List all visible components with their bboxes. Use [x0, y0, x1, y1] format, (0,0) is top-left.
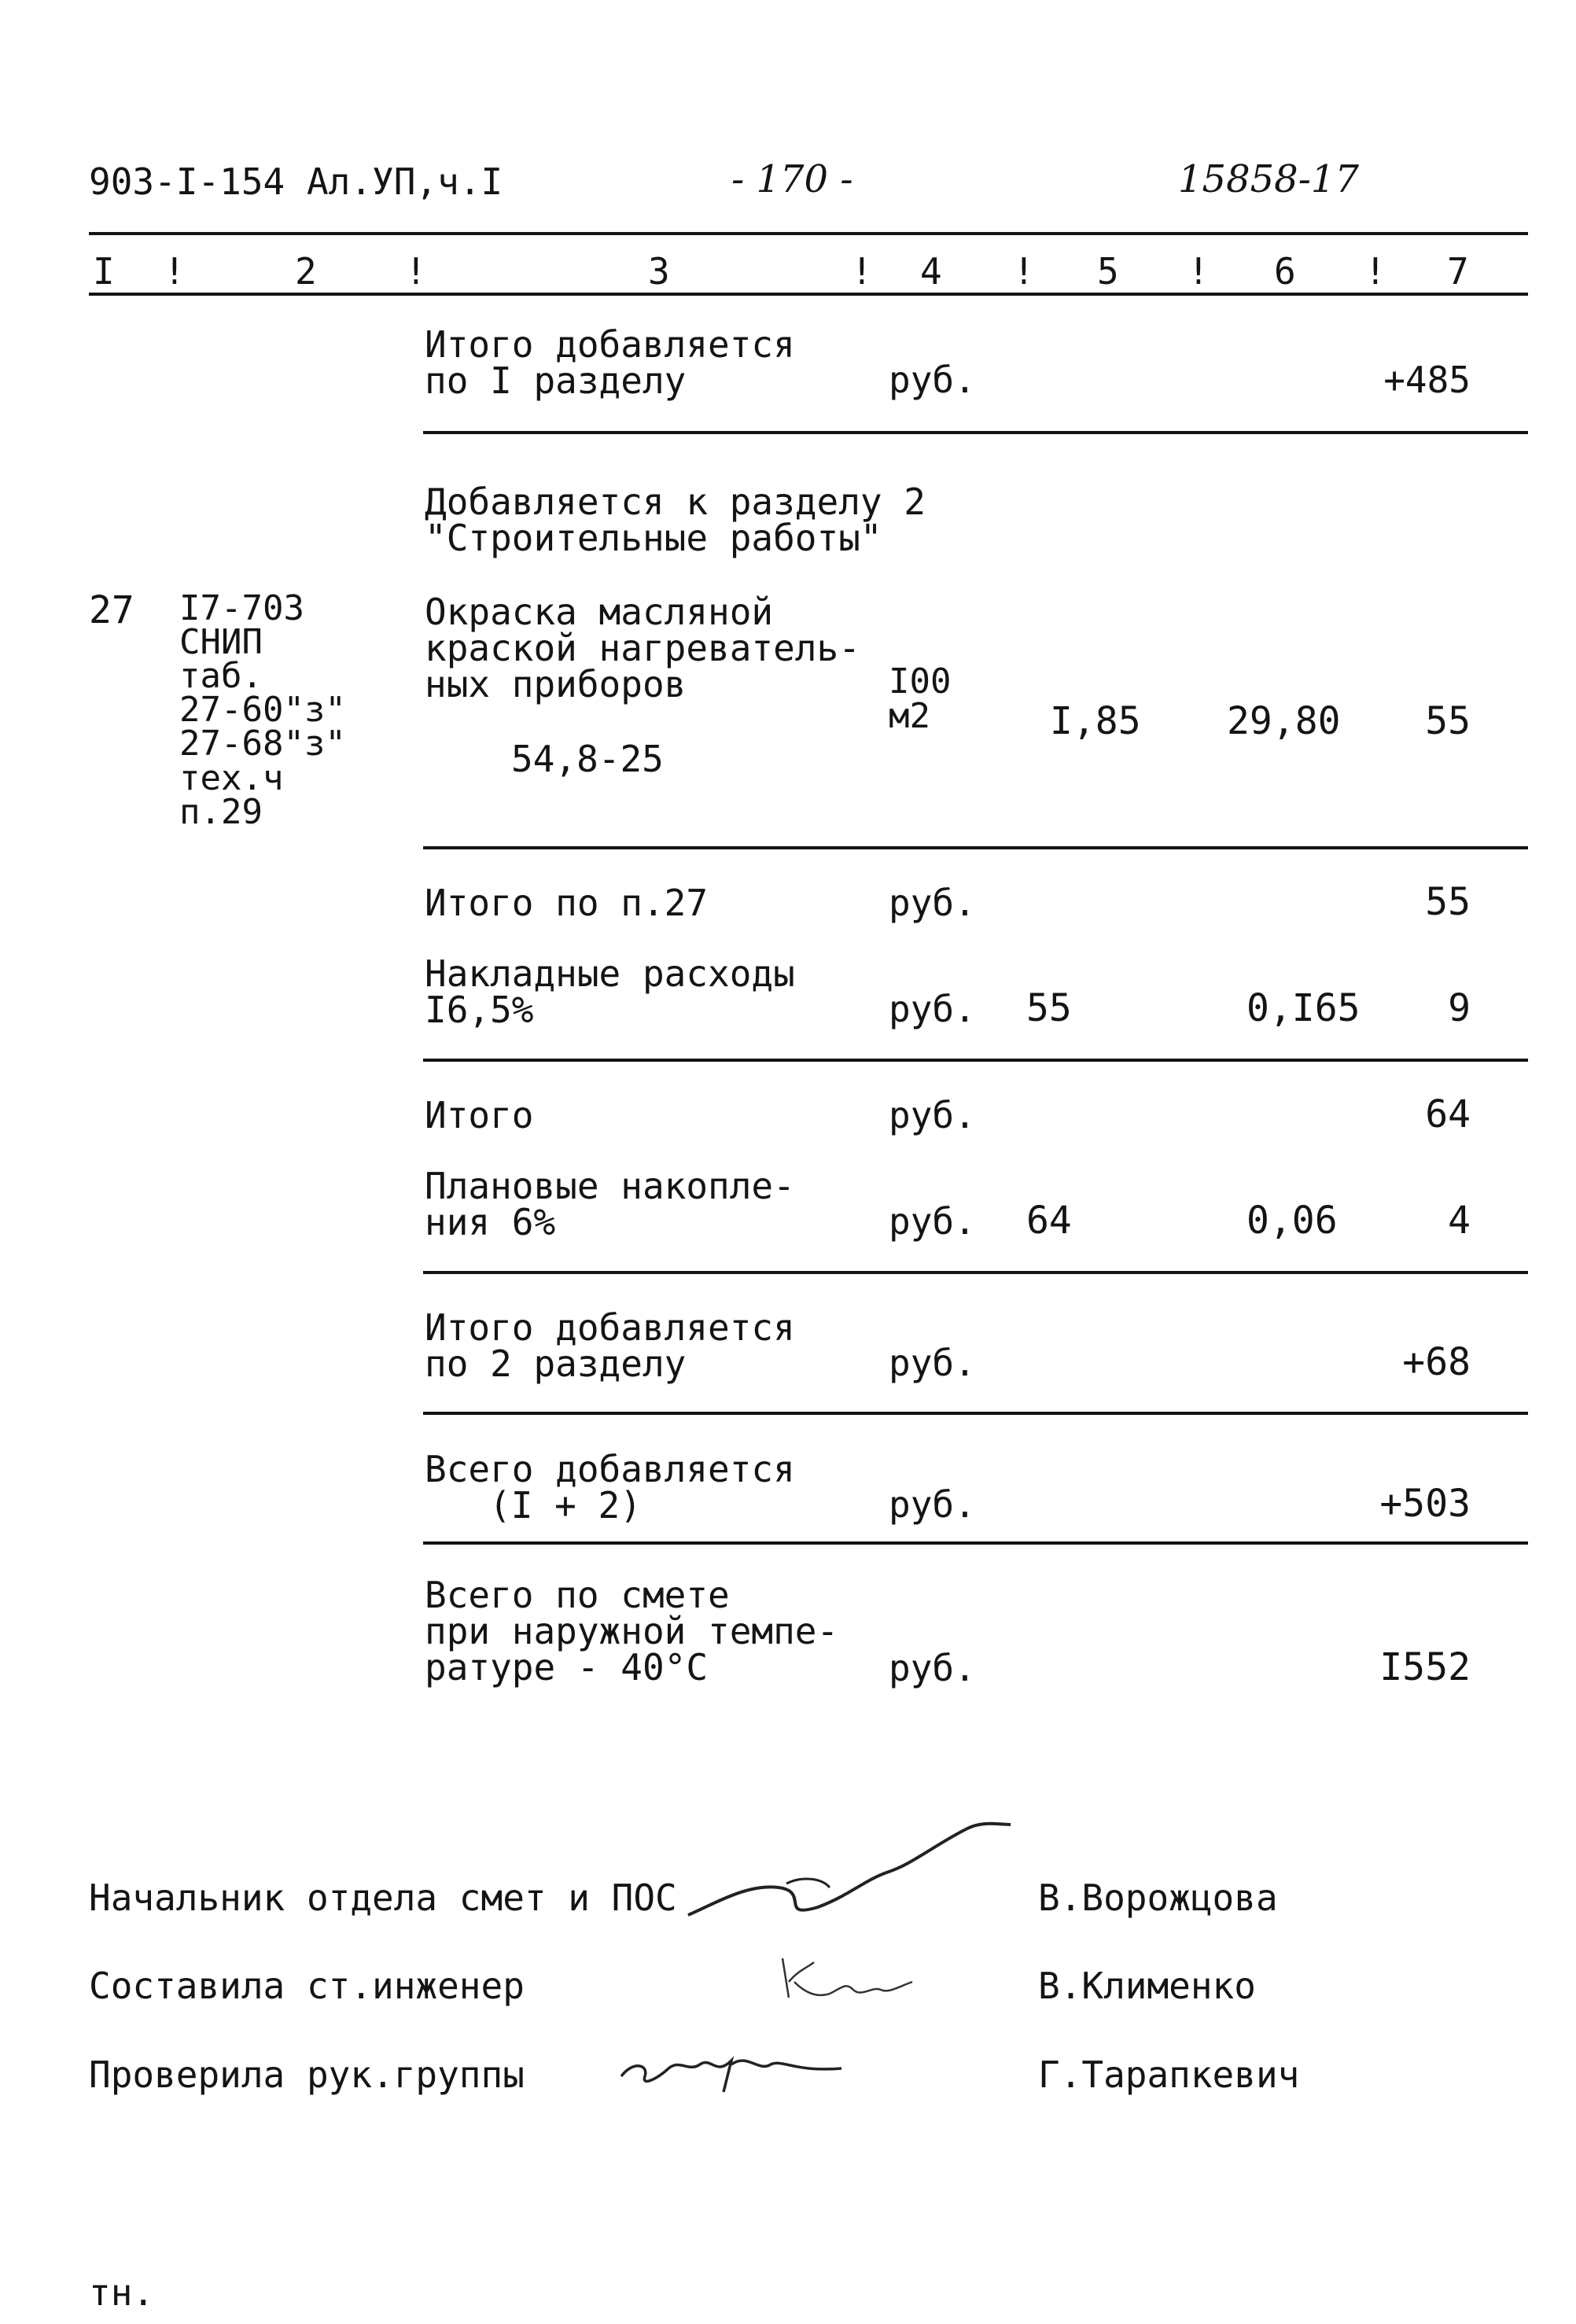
item-27-total: 55 — [1425, 699, 1471, 743]
item-27-price: 29,80 — [1227, 699, 1341, 743]
col-header-2: 2 — [295, 250, 317, 293]
signature-name-group-lead: Г.Тарапкевич — [1038, 2053, 1300, 2096]
unit-line2: м2 — [889, 696, 930, 736]
row-rule — [423, 1271, 1528, 1274]
row-rule — [423, 1412, 1528, 1415]
desc-line: Окраска масляной — [425, 591, 774, 633]
subtotal-label: Итого — [425, 1094, 534, 1136]
footer-mark: тн. — [89, 2271, 155, 2314]
col-separator: ! — [851, 250, 873, 293]
planned-rate: 0,06 — [1246, 1199, 1338, 1243]
item-27-unit — [889, 661, 952, 736]
overhead-line1: Накладные расходы — [425, 952, 795, 995]
sec1-total-line1: Итого добавляется — [425, 323, 795, 366]
overhead-line2: I6,5% — [425, 989, 534, 1031]
estimate-line2: при наружной темпе- — [425, 1610, 839, 1652]
col-header-6: 6 — [1274, 250, 1296, 293]
signature-role-head: Начальник отдела смет и ПОС — [89, 1877, 677, 1919]
row-rule — [423, 846, 1528, 849]
all-total-label — [425, 1448, 795, 1527]
subtotal-value: 64 — [1425, 1092, 1471, 1136]
basis-line: таб. — [179, 656, 263, 697]
estimate-line3: ратуре - 40°С — [425, 1646, 709, 1689]
page-number: - 170 - — [731, 157, 853, 201]
signature-name-head: В.Ворожцова — [1038, 1877, 1278, 1919]
overhead-rate: 0,I65 — [1246, 986, 1361, 1030]
signature-name-engineer: В.Клименко — [1038, 1965, 1256, 2007]
sec2-total-line1: Итого добавляется — [425, 1306, 795, 1349]
planned-label — [425, 1165, 795, 1243]
doc-code: 903-I-154 Ал.УП,ч.I — [89, 160, 503, 203]
row-rule — [423, 1059, 1528, 1062]
item-27-number: 27 — [89, 588, 134, 632]
subtotal-unit: руб. — [889, 1094, 976, 1136]
handwritten-signature-engineer — [775, 1950, 916, 2013]
row-rule — [423, 431, 1528, 434]
item-27-sum-unit: руб. — [889, 882, 976, 924]
col-header-1: I — [93, 250, 115, 293]
all-total-unit: руб. — [889, 1483, 976, 1526]
overhead-label — [425, 952, 795, 1031]
item-27-sum-label: Итого по п.27 — [425, 882, 709, 924]
all-total-value: +503 — [1379, 1482, 1471, 1526]
sec2-heading-line2: "Строительные работы" — [425, 517, 882, 559]
estimate-total-unit: руб. — [889, 1647, 976, 1689]
item-27-quantity: I,85 — [1050, 699, 1141, 743]
overhead-base: 55 — [1026, 986, 1072, 1030]
all-total-line1: Всего добавляется — [425, 1448, 795, 1490]
sec1-total-value: +485 — [1383, 359, 1471, 401]
basis-line: тех.ч — [179, 757, 284, 798]
col-separator: ! — [1188, 250, 1210, 293]
col-header-7: 7 — [1447, 250, 1469, 293]
handwritten-signature-group-lead — [613, 2029, 849, 2100]
col-header-5: 5 — [1097, 250, 1119, 293]
sec2-heading-line1: Добавляется к разделу 2 — [425, 481, 926, 523]
table-top-rule — [89, 232, 1528, 235]
planned-line1: Плановые накопле- — [425, 1165, 795, 1207]
col-header-3: 3 — [648, 250, 670, 293]
planned-line2: ния 6% — [425, 1201, 556, 1243]
col-header-4: 4 — [920, 250, 942, 293]
column-header-underline — [89, 293, 1528, 296]
signature-role-engineer: Составила ст.инженер — [89, 1965, 525, 2007]
basis-line: п.29 — [179, 791, 263, 832]
planned-unit: руб. — [889, 1200, 976, 1243]
sec1-total-unit: руб. — [889, 359, 976, 401]
overhead-unit: руб. — [889, 988, 976, 1030]
sec2-total-unit: руб. — [889, 1342, 976, 1384]
item-27-sum-value: 55 — [1425, 880, 1471, 924]
desc-line: краской нагреватель- — [425, 627, 860, 669]
basis-line: I7-703 — [179, 588, 304, 628]
planned-total: 4 — [1448, 1199, 1471, 1243]
basis-line: 27-68"з" — [179, 724, 346, 764]
signature-role-group-lead: Проверила рук.группы — [89, 2053, 525, 2096]
sec2-total-label — [425, 1306, 795, 1385]
item-27-description — [425, 591, 860, 705]
sec1-total-label — [425, 323, 795, 402]
estimate-total-label — [425, 1574, 839, 1689]
handwritten-signature-head — [684, 1809, 1014, 1927]
col-separator: ! — [405, 250, 427, 293]
item-27-formula: 54,8-25 — [511, 738, 664, 780]
row-rule — [423, 1541, 1528, 1545]
estimate-total-value: I552 — [1379, 1645, 1471, 1689]
col-separator: ! — [1364, 250, 1386, 293]
unit-line1: I00 — [889, 661, 952, 702]
sec1-total-line2: по I разделу — [425, 359, 687, 402]
sec2-total-value: +68 — [1402, 1340, 1471, 1384]
sec2-total-line2: по 2 разделу — [425, 1342, 687, 1385]
basis-line: СНИП — [179, 622, 263, 663]
reference-number: 15858-17 — [1178, 157, 1359, 201]
desc-line: ных приборов — [425, 663, 687, 705]
basis-line: 27-60"з" — [179, 690, 346, 731]
col-separator: ! — [164, 250, 186, 293]
col-separator: ! — [1013, 250, 1035, 293]
item-27-basis — [179, 588, 346, 832]
overhead-total: 9 — [1448, 986, 1471, 1030]
all-total-line2: (I + 2) — [489, 1484, 642, 1527]
estimate-line1: Всего по смете — [425, 1574, 730, 1616]
planned-base: 64 — [1026, 1199, 1072, 1243]
sec2-heading — [425, 481, 926, 559]
